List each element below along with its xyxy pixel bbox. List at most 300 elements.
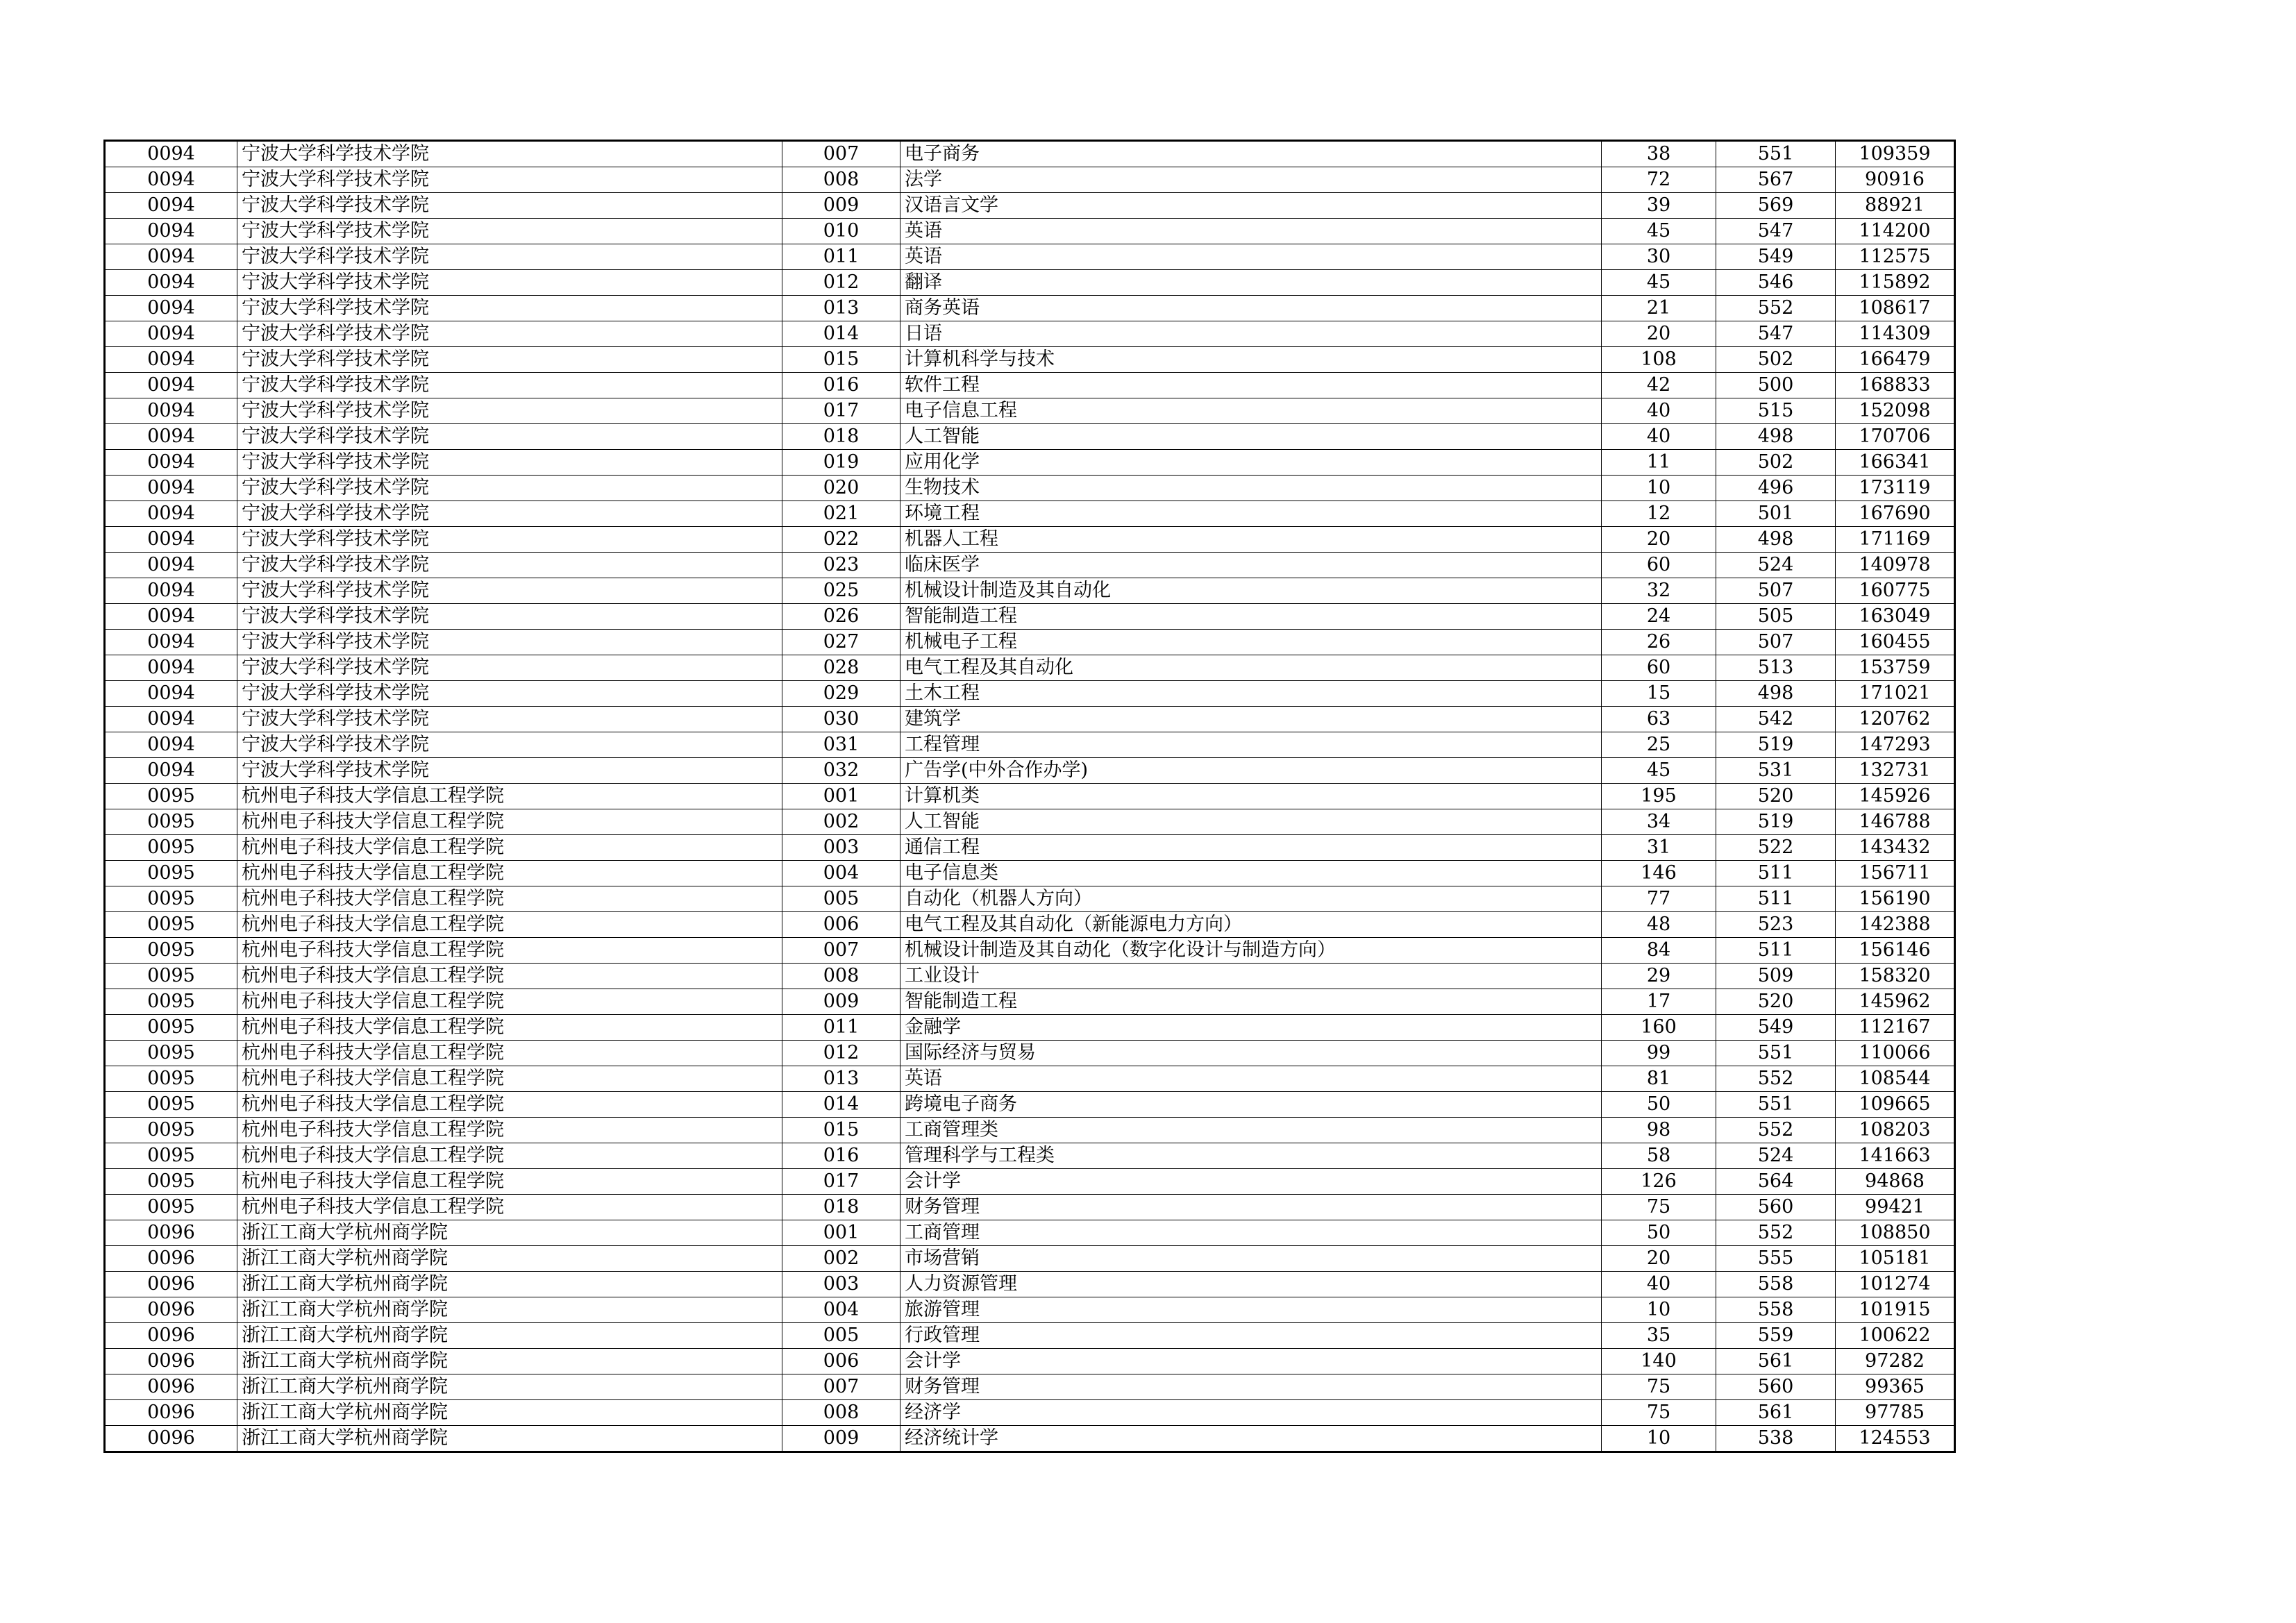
- table-row: [105, 1015, 1955, 1041]
- plan-count-cell: 75: [1602, 1195, 1716, 1220]
- school-code-cell: 0094: [105, 501, 237, 527]
- school-name-cell: 宁波大学科学技术学院: [237, 167, 782, 193]
- school-name-cell: 杭州电子科技大学信息工程学院: [237, 1066, 782, 1092]
- major-name-cell: 市场营销: [900, 1246, 1602, 1272]
- plan-count-cell: 108: [1602, 347, 1716, 373]
- school-name-cell: 杭州电子科技大学信息工程学院: [237, 912, 782, 938]
- school-code-cell: 0095: [105, 1118, 237, 1143]
- rank-cell: 99421: [1836, 1195, 1955, 1220]
- min-score-cell: 560: [1716, 1195, 1836, 1220]
- table-row: [105, 347, 1955, 373]
- plan-count-cell: 32: [1602, 578, 1716, 604]
- rank-cell: 142388: [1836, 912, 1955, 938]
- min-score-cell: 569: [1716, 193, 1836, 219]
- school-code-cell: 0094: [105, 270, 237, 296]
- min-score-cell: 552: [1716, 1118, 1836, 1143]
- major-code-cell: 007: [782, 938, 900, 964]
- major-name-cell: 广告学(中外合作办学): [900, 758, 1602, 784]
- table-row: [105, 398, 1955, 424]
- min-score-cell: 500: [1716, 373, 1836, 398]
- plan-count-cell: 35: [1602, 1323, 1716, 1349]
- school-code-cell: 0094: [105, 707, 237, 732]
- table-row: [105, 1220, 1955, 1246]
- school-code-cell: 0094: [105, 347, 237, 373]
- table-row: [105, 655, 1955, 681]
- min-score-cell: 567: [1716, 167, 1836, 193]
- school-name-cell: 杭州电子科技大学信息工程学院: [237, 1169, 782, 1195]
- major-name-cell: 经济学: [900, 1400, 1602, 1426]
- plan-count-cell: 10: [1602, 1426, 1716, 1452]
- rank-cell: 171169: [1836, 527, 1955, 553]
- major-code-cell: 012: [782, 1041, 900, 1066]
- min-score-cell: 524: [1716, 1143, 1836, 1169]
- plan-count-cell: 140: [1602, 1349, 1716, 1374]
- major-name-cell: 财务管理: [900, 1195, 1602, 1220]
- min-score-cell: 549: [1716, 1015, 1836, 1041]
- min-score-cell: 552: [1716, 296, 1836, 321]
- rank-cell: 160775: [1836, 578, 1955, 604]
- school-name-cell: 杭州电子科技大学信息工程学院: [237, 1143, 782, 1169]
- school-code-cell: 0094: [105, 527, 237, 553]
- table-row: [105, 476, 1955, 501]
- school-code-cell: 0094: [105, 732, 237, 758]
- rank-cell: 141663: [1836, 1143, 1955, 1169]
- school-name-cell: 宁波大学科学技术学院: [237, 321, 782, 347]
- school-name-cell: 宁波大学科学技术学院: [237, 578, 782, 604]
- table-row: [105, 1400, 1955, 1426]
- school-name-cell: 杭州电子科技大学信息工程学院: [237, 1195, 782, 1220]
- major-code-cell: 006: [782, 1349, 900, 1374]
- school-code-cell: 0095: [105, 912, 237, 938]
- major-code-cell: 023: [782, 553, 900, 578]
- school-code-cell: 0095: [105, 989, 237, 1015]
- school-name-cell: 宁波大学科学技术学院: [237, 681, 782, 707]
- plan-count-cell: 40: [1602, 424, 1716, 450]
- min-score-cell: 559: [1716, 1323, 1836, 1349]
- rank-cell: 108544: [1836, 1066, 1955, 1092]
- min-score-cell: 558: [1716, 1272, 1836, 1297]
- rank-cell: 160455: [1836, 630, 1955, 655]
- major-code-cell: 009: [782, 989, 900, 1015]
- table-body: [105, 141, 1955, 1452]
- major-name-cell: 智能制造工程: [900, 989, 1602, 1015]
- plan-count-cell: 24: [1602, 604, 1716, 630]
- major-code-cell: 026: [782, 604, 900, 630]
- school-name-cell: 宁波大学科学技术学院: [237, 270, 782, 296]
- major-name-cell: 机械设计制造及其自动化（数字化设计与制造方向）: [900, 938, 1602, 964]
- major-code-cell: 017: [782, 1169, 900, 1195]
- table-row: [105, 681, 1955, 707]
- major-code-cell: 002: [782, 809, 900, 835]
- table-row: [105, 964, 1955, 989]
- major-name-cell: 旅游管理: [900, 1297, 1602, 1323]
- school-name-cell: 杭州电子科技大学信息工程学院: [237, 861, 782, 886]
- school-code-cell: 0095: [105, 1041, 237, 1066]
- table-row: [105, 1374, 1955, 1400]
- table-row: [105, 1426, 1955, 1452]
- school-code-cell: 0094: [105, 219, 237, 244]
- major-code-cell: 007: [782, 141, 900, 167]
- plan-count-cell: 146: [1602, 861, 1716, 886]
- school-code-cell: 0096: [105, 1323, 237, 1349]
- plan-count-cell: 12: [1602, 501, 1716, 527]
- plan-count-cell: 63: [1602, 707, 1716, 732]
- table-row: [105, 1272, 1955, 1297]
- plan-count-cell: 45: [1602, 270, 1716, 296]
- plan-count-cell: 98: [1602, 1118, 1716, 1143]
- plan-count-cell: 99: [1602, 1041, 1716, 1066]
- min-score-cell: 547: [1716, 321, 1836, 347]
- school-name-cell: 杭州电子科技大学信息工程学院: [237, 989, 782, 1015]
- major-name-cell: 法学: [900, 167, 1602, 193]
- table-row: [105, 1349, 1955, 1374]
- rank-cell: 156146: [1836, 938, 1955, 964]
- min-score-cell: 498: [1716, 681, 1836, 707]
- rank-cell: 101274: [1836, 1272, 1955, 1297]
- school-code-cell: 0094: [105, 630, 237, 655]
- rank-cell: 143432: [1836, 835, 1955, 861]
- school-code-cell: 0094: [105, 373, 237, 398]
- rank-cell: 168833: [1836, 373, 1955, 398]
- major-code-cell: 001: [782, 1220, 900, 1246]
- table-row: [105, 630, 1955, 655]
- min-score-cell: 555: [1716, 1246, 1836, 1272]
- table-row: [105, 578, 1955, 604]
- school-code-cell: 0094: [105, 578, 237, 604]
- rank-cell: 108617: [1836, 296, 1955, 321]
- min-score-cell: 520: [1716, 989, 1836, 1015]
- major-name-cell: 电子信息工程: [900, 398, 1602, 424]
- table-row: [105, 167, 1955, 193]
- rank-cell: 108850: [1836, 1220, 1955, 1246]
- table-row: [105, 501, 1955, 527]
- rank-cell: 99365: [1836, 1374, 1955, 1400]
- major-code-cell: 005: [782, 886, 900, 912]
- school-name-cell: 浙江工商大学杭州商学院: [237, 1297, 782, 1323]
- plan-count-cell: 195: [1602, 784, 1716, 809]
- table-row: [105, 938, 1955, 964]
- major-code-cell: 014: [782, 321, 900, 347]
- table-row: [105, 809, 1955, 835]
- school-code-cell: 0094: [105, 321, 237, 347]
- plan-count-cell: 48: [1602, 912, 1716, 938]
- major-name-cell: 电子商务: [900, 141, 1602, 167]
- major-name-cell: 环境工程: [900, 501, 1602, 527]
- school-name-cell: 宁波大学科学技术学院: [237, 347, 782, 373]
- school-name-cell: 宁波大学科学技术学院: [237, 527, 782, 553]
- major-name-cell: 国际经济与贸易: [900, 1041, 1602, 1066]
- rank-cell: 109359: [1836, 141, 1955, 167]
- table-row: [105, 244, 1955, 270]
- major-name-cell: 跨境电子商务: [900, 1092, 1602, 1118]
- major-name-cell: 商务英语: [900, 296, 1602, 321]
- major-code-cell: 025: [782, 578, 900, 604]
- school-name-cell: 宁波大学科学技术学院: [237, 141, 782, 167]
- school-code-cell: 0096: [105, 1426, 237, 1452]
- min-score-cell: 498: [1716, 527, 1836, 553]
- major-code-cell: 018: [782, 424, 900, 450]
- major-code-cell: 001: [782, 784, 900, 809]
- school-name-cell: 宁波大学科学技术学院: [237, 373, 782, 398]
- school-code-cell: 0094: [105, 296, 237, 321]
- major-code-cell: 030: [782, 707, 900, 732]
- major-name-cell: 计算机类: [900, 784, 1602, 809]
- rank-cell: 120762: [1836, 707, 1955, 732]
- school-code-cell: 0094: [105, 244, 237, 270]
- school-name-cell: 杭州电子科技大学信息工程学院: [237, 886, 782, 912]
- school-code-cell: 0095: [105, 1066, 237, 1092]
- rank-cell: 115892: [1836, 270, 1955, 296]
- min-score-cell: 561: [1716, 1400, 1836, 1426]
- plan-count-cell: 72: [1602, 167, 1716, 193]
- major-code-cell: 008: [782, 1400, 900, 1426]
- plan-count-cell: 10: [1602, 476, 1716, 501]
- school-code-cell: 0095: [105, 835, 237, 861]
- major-name-cell: 工程管理: [900, 732, 1602, 758]
- rank-cell: 163049: [1836, 604, 1955, 630]
- rank-cell: 156711: [1836, 861, 1955, 886]
- plan-count-cell: 45: [1602, 219, 1716, 244]
- plan-count-cell: 20: [1602, 1246, 1716, 1272]
- major-name-cell: 机械设计制造及其自动化: [900, 578, 1602, 604]
- major-name-cell: 软件工程: [900, 373, 1602, 398]
- table-row: [105, 707, 1955, 732]
- rank-cell: 97785: [1836, 1400, 1955, 1426]
- table-row: [105, 861, 1955, 886]
- school-code-cell: 0094: [105, 476, 237, 501]
- plan-count-cell: 58: [1602, 1143, 1716, 1169]
- table-row: [105, 1041, 1955, 1066]
- major-code-cell: 028: [782, 655, 900, 681]
- plan-count-cell: 160: [1602, 1015, 1716, 1041]
- table-row: [105, 1323, 1955, 1349]
- min-score-cell: 507: [1716, 630, 1836, 655]
- plan-count-cell: 50: [1602, 1092, 1716, 1118]
- table-row: [105, 989, 1955, 1015]
- major-code-cell: 005: [782, 1323, 900, 1349]
- table-row: [105, 1195, 1955, 1220]
- table-row: [105, 912, 1955, 938]
- plan-count-cell: 77: [1602, 886, 1716, 912]
- major-name-cell: 人工智能: [900, 809, 1602, 835]
- school-name-cell: 杭州电子科技大学信息工程学院: [237, 784, 782, 809]
- rank-cell: 166479: [1836, 347, 1955, 373]
- major-code-cell: 016: [782, 373, 900, 398]
- major-name-cell: 金融学: [900, 1015, 1602, 1041]
- table-row: [105, 321, 1955, 347]
- major-name-cell: 工商管理: [900, 1220, 1602, 1246]
- plan-count-cell: 42: [1602, 373, 1716, 398]
- rank-cell: 145962: [1836, 989, 1955, 1015]
- major-code-cell: 002: [782, 1246, 900, 1272]
- plan-count-cell: 26: [1602, 630, 1716, 655]
- table-row: [105, 296, 1955, 321]
- major-name-cell: 应用化学: [900, 450, 1602, 476]
- min-score-cell: 501: [1716, 501, 1836, 527]
- major-code-cell: 009: [782, 193, 900, 219]
- school-code-cell: 0096: [105, 1272, 237, 1297]
- min-score-cell: 551: [1716, 1041, 1836, 1066]
- rank-cell: 101915: [1836, 1297, 1955, 1323]
- plan-count-cell: 81: [1602, 1066, 1716, 1092]
- min-score-cell: 552: [1716, 1066, 1836, 1092]
- school-code-cell: 0096: [105, 1246, 237, 1272]
- major-code-cell: 017: [782, 398, 900, 424]
- rank-cell: 170706: [1836, 424, 1955, 450]
- major-code-cell: 003: [782, 1272, 900, 1297]
- major-name-cell: 临床医学: [900, 553, 1602, 578]
- major-code-cell: 014: [782, 1092, 900, 1118]
- school-code-cell: 0094: [105, 450, 237, 476]
- major-code-cell: 008: [782, 964, 900, 989]
- major-code-cell: 010: [782, 219, 900, 244]
- major-name-cell: 计算机科学与技术: [900, 347, 1602, 373]
- min-score-cell: 552: [1716, 1220, 1836, 1246]
- table-row: [105, 758, 1955, 784]
- major-name-cell: 智能制造工程: [900, 604, 1602, 630]
- school-code-cell: 0094: [105, 655, 237, 681]
- school-code-cell: 0095: [105, 1195, 237, 1220]
- major-code-cell: 021: [782, 501, 900, 527]
- school-code-cell: 0095: [105, 809, 237, 835]
- plan-count-cell: 50: [1602, 1220, 1716, 1246]
- major-name-cell: 机械电子工程: [900, 630, 1602, 655]
- major-code-cell: 013: [782, 296, 900, 321]
- major-name-cell: 管理科学与工程类: [900, 1143, 1602, 1169]
- min-score-cell: 496: [1716, 476, 1836, 501]
- rank-cell: 94868: [1836, 1169, 1955, 1195]
- major-code-cell: 011: [782, 1015, 900, 1041]
- school-code-cell: 0094: [105, 604, 237, 630]
- min-score-cell: 505: [1716, 604, 1836, 630]
- major-code-cell: 007: [782, 1374, 900, 1400]
- school-code-cell: 0095: [105, 1169, 237, 1195]
- major-name-cell: 经济统计学: [900, 1426, 1602, 1452]
- plan-count-cell: 39: [1602, 193, 1716, 219]
- school-name-cell: 宁波大学科学技术学院: [237, 296, 782, 321]
- major-name-cell: 自动化（机器人方向）: [900, 886, 1602, 912]
- min-score-cell: 564: [1716, 1169, 1836, 1195]
- min-score-cell: 519: [1716, 732, 1836, 758]
- table-row: [105, 835, 1955, 861]
- min-score-cell: 515: [1716, 398, 1836, 424]
- table-row: [105, 527, 1955, 553]
- min-score-cell: 509: [1716, 964, 1836, 989]
- major-name-cell: 会计学: [900, 1349, 1602, 1374]
- table-row: [105, 732, 1955, 758]
- school-name-cell: 浙江工商大学杭州商学院: [237, 1323, 782, 1349]
- table-row: [105, 424, 1955, 450]
- school-name-cell: 宁波大学科学技术学院: [237, 732, 782, 758]
- plan-count-cell: 17: [1602, 989, 1716, 1015]
- school-name-cell: 宁波大学科学技术学院: [237, 758, 782, 784]
- rank-cell: 109665: [1836, 1092, 1955, 1118]
- major-name-cell: 电气工程及其自动化: [900, 655, 1602, 681]
- table-row: [105, 886, 1955, 912]
- major-code-cell: 018: [782, 1195, 900, 1220]
- major-name-cell: 会计学: [900, 1169, 1602, 1195]
- plan-count-cell: 34: [1602, 809, 1716, 835]
- school-code-cell: 0096: [105, 1220, 237, 1246]
- school-code-cell: 0094: [105, 167, 237, 193]
- min-score-cell: 519: [1716, 809, 1836, 835]
- major-code-cell: 004: [782, 861, 900, 886]
- table-row: [105, 1246, 1955, 1272]
- table-row: [105, 270, 1955, 296]
- school-code-cell: 0095: [105, 861, 237, 886]
- min-score-cell: 531: [1716, 758, 1836, 784]
- min-score-cell: 561: [1716, 1349, 1836, 1374]
- table-row: [105, 1118, 1955, 1143]
- school-name-cell: 杭州电子科技大学信息工程学院: [237, 835, 782, 861]
- school-name-cell: 杭州电子科技大学信息工程学院: [237, 964, 782, 989]
- rank-cell: 97282: [1836, 1349, 1955, 1374]
- school-name-cell: 杭州电子科技大学信息工程学院: [237, 1092, 782, 1118]
- major-code-cell: 003: [782, 835, 900, 861]
- school-code-cell: 0095: [105, 938, 237, 964]
- rank-cell: 145926: [1836, 784, 1955, 809]
- table-row: [105, 1066, 1955, 1092]
- school-name-cell: 宁波大学科学技术学院: [237, 655, 782, 681]
- school-name-cell: 宁波大学科学技术学院: [237, 501, 782, 527]
- major-code-cell: 022: [782, 527, 900, 553]
- school-code-cell: 0095: [105, 1092, 237, 1118]
- plan-count-cell: 60: [1602, 655, 1716, 681]
- school-name-cell: 浙江工商大学杭州商学院: [237, 1426, 782, 1452]
- min-score-cell: 549: [1716, 244, 1836, 270]
- min-score-cell: 520: [1716, 784, 1836, 809]
- major-name-cell: 机器人工程: [900, 527, 1602, 553]
- rank-cell: 171021: [1836, 681, 1955, 707]
- major-code-cell: 020: [782, 476, 900, 501]
- major-code-cell: 016: [782, 1143, 900, 1169]
- table-row: [105, 553, 1955, 578]
- rank-cell: 112167: [1836, 1015, 1955, 1041]
- major-name-cell: 财务管理: [900, 1374, 1602, 1400]
- plan-count-cell: 25: [1602, 732, 1716, 758]
- plan-count-cell: 38: [1602, 141, 1716, 167]
- major-name-cell: 土木工程: [900, 681, 1602, 707]
- min-score-cell: 538: [1716, 1426, 1836, 1452]
- major-code-cell: 027: [782, 630, 900, 655]
- table-row: [105, 1297, 1955, 1323]
- major-name-cell: 工业设计: [900, 964, 1602, 989]
- school-name-cell: 杭州电子科技大学信息工程学院: [237, 1118, 782, 1143]
- rank-cell: 158320: [1836, 964, 1955, 989]
- plan-count-cell: 75: [1602, 1374, 1716, 1400]
- rank-cell: 166341: [1836, 450, 1955, 476]
- school-name-cell: 杭州电子科技大学信息工程学院: [237, 938, 782, 964]
- school-name-cell: 浙江工商大学杭州商学院: [237, 1220, 782, 1246]
- school-code-cell: 0094: [105, 398, 237, 424]
- rank-cell: 88921: [1836, 193, 1955, 219]
- rank-cell: 173119: [1836, 476, 1955, 501]
- school-name-cell: 宁波大学科学技术学院: [237, 424, 782, 450]
- table-row: [105, 219, 1955, 244]
- table-row: [105, 450, 1955, 476]
- school-code-cell: 0095: [105, 886, 237, 912]
- plan-count-cell: 11: [1602, 450, 1716, 476]
- min-score-cell: 560: [1716, 1374, 1836, 1400]
- major-code-cell: 029: [782, 681, 900, 707]
- major-name-cell: 电气工程及其自动化（新能源电力方向）: [900, 912, 1602, 938]
- min-score-cell: 498: [1716, 424, 1836, 450]
- plan-count-cell: 21: [1602, 296, 1716, 321]
- major-code-cell: 013: [782, 1066, 900, 1092]
- major-name-cell: 通信工程: [900, 835, 1602, 861]
- school-code-cell: 0094: [105, 424, 237, 450]
- table-row: [105, 1169, 1955, 1195]
